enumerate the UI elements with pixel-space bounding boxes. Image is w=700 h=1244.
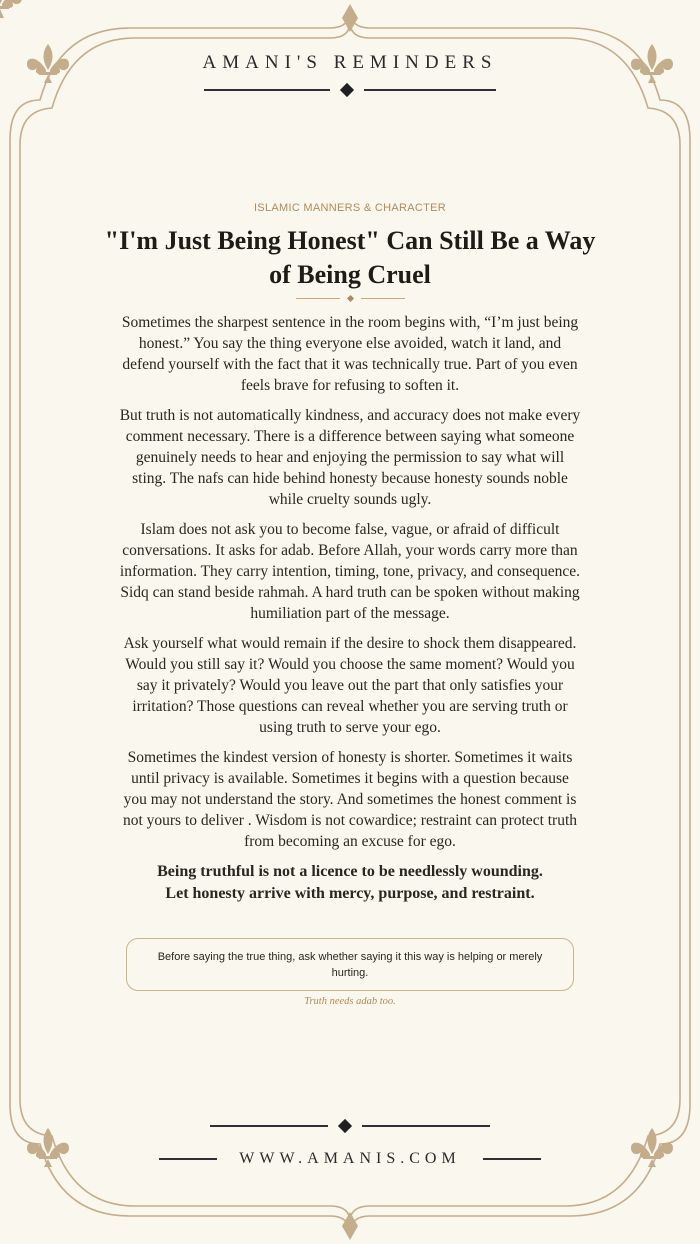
article-body	[118, 312, 582, 914]
header-divider	[0, 85, 700, 95]
category-label: ISLAMIC MANNERS & CHARACTER	[253, 202, 447, 214]
diamond-ornament-icon	[338, 1119, 352, 1133]
ornament-line	[296, 298, 340, 299]
diamond-ornament-icon	[340, 83, 354, 97]
paragraph: Sometimes the sharpest sentence in the room begins with, “I’m just being honest.” You say the thing everyone else avoided, watch it land, and defend yourself with the fact that it was technically true. Part of you even feels brave for refusing to soften it.	[121, 314, 579, 394]
footer-divider	[0, 1121, 700, 1131]
reflection-note-text: Before saying the true thing, ask whether saying it this way is helping or merely hurting.	[157, 950, 543, 979]
divider-line	[364, 89, 496, 91]
paragraph: But truth is not automatically kindness, and accuracy does not make every comment necessary. There is a difference between saying what someone genuinely needs to hear and enjoying the permission to say what will sting. The nafs can hide behind honesty because honesty sounds noble while cruelty sounds ugly.	[119, 407, 581, 508]
divider-line	[210, 1125, 328, 1127]
brand-title: AMANI'S REMINDERS	[202, 52, 498, 73]
paragraph: Ask yourself what would remain if the desire to shock them disappeared. Would you still say it? Would you choose the same moment? Would you say it privately? Would you leave out the part that only satisfies your irritation? Those questions can reveal whether you are serving truth or using truth to serve your ego.	[123, 635, 577, 736]
closing-statement	[118, 861, 582, 905]
paragraph: Islam does not ask you to become false, vague, or afraid of difficult conversations. It asks for adab. Before Allah, your words carry more than information. They carry intention, timing, tone, privacy, and consequence. Sidq can stand beside rahmah. A hard truth can be spoken without making humiliation part of the message.	[119, 521, 581, 622]
reflection-note-box	[126, 938, 574, 991]
website-url[interactable]: WWW.AMANIS.COM	[239, 1150, 461, 1167]
title-ornament	[0, 296, 700, 301]
ornament-line	[361, 298, 405, 299]
closing-line-2: Let honesty arrive with mercy, purpose, and restraint.	[165, 885, 535, 902]
paragraph: Sometimes the kindest version of honesty is shorter. Sometimes it waits until privacy is available. Sometimes it begins with a question because you may not understand the story. And sometimes the honest comment is not yours to deliver . Wisdom is not cowardice; restraint can protect truth from becoming an excuse for ego.	[122, 749, 578, 850]
divider-line	[362, 1125, 490, 1127]
divider-line	[204, 89, 330, 91]
diamond-ornament-icon	[346, 295, 353, 302]
tagline: Truth needs adab too.	[304, 996, 396, 1007]
footer-url-row	[0, 1150, 700, 1168]
closing-line-1: Being truthful is not a licence to be needlessly wounding.	[157, 863, 543, 880]
divider-line	[483, 1158, 541, 1160]
divider-line	[159, 1158, 217, 1160]
article-title: "I'm Just Being Honest" Can Still Be a Way of Being Cruel	[104, 226, 596, 289]
